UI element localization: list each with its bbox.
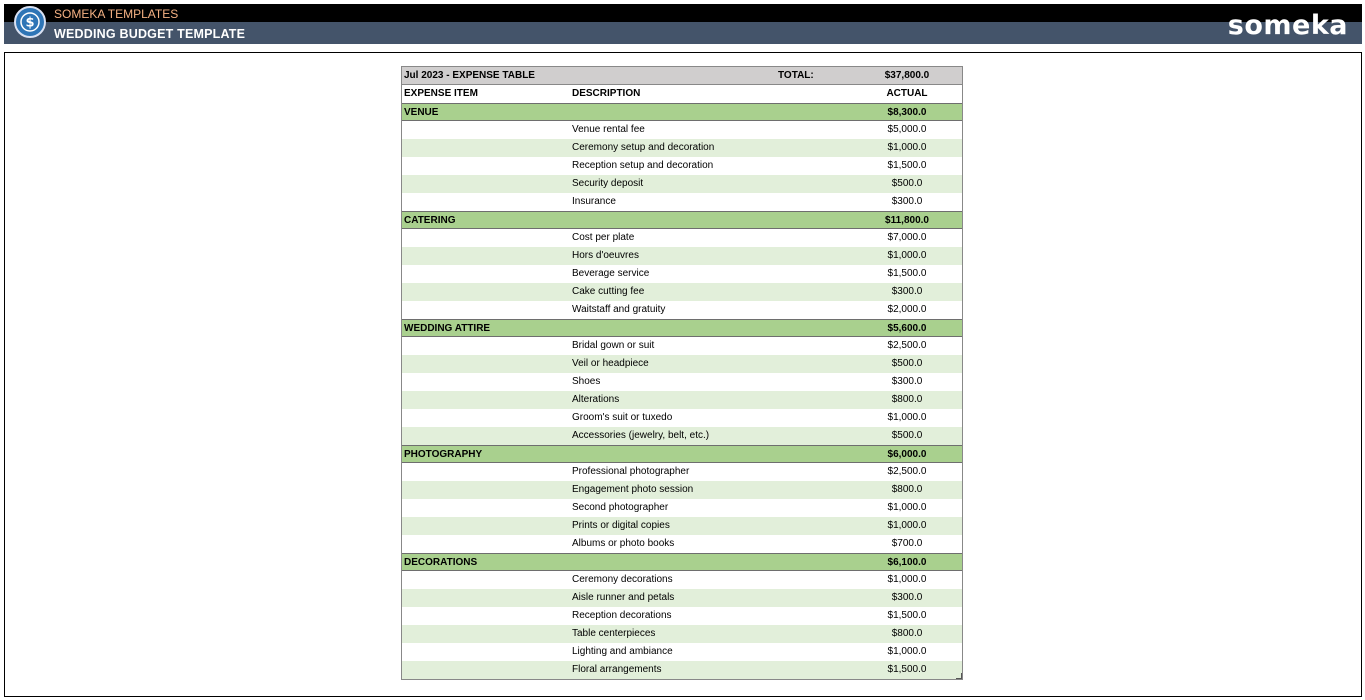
item-description: Engagement photo session [572, 484, 694, 495]
item-description: Albums or photo books [572, 538, 675, 549]
table-row[interactable] [402, 355, 962, 373]
table-row[interactable] [402, 481, 962, 499]
svg-text:$: $ [25, 15, 35, 31]
item-description: Insurance [572, 196, 616, 207]
item-description: Bridal gown or suit [572, 340, 655, 351]
item-description: Beverage service [572, 268, 650, 279]
category-row[interactable] [402, 445, 962, 463]
item-actual: $1,000.0 [887, 250, 927, 261]
total-label: TOTAL: [778, 70, 814, 81]
item-description: Reception setup and decoration [572, 160, 714, 171]
app-header [4, 4, 1362, 44]
category-total: $11,800.0 [885, 215, 929, 226]
item-actual: $1,500.0 [887, 610, 927, 621]
item-description: Cake cutting fee [572, 286, 645, 297]
expense-table [401, 66, 963, 680]
category-name: VENUE [404, 107, 439, 118]
brand-label: SOMEKA TEMPLATES [54, 7, 179, 21]
table-row[interactable] [402, 499, 962, 517]
category-total: $6,000.0 [887, 449, 927, 460]
column-header-row [402, 85, 962, 103]
category-name: WEDDING ATTIRE [404, 323, 491, 334]
item-actual: $1,000.0 [887, 502, 927, 513]
table-row[interactable] [402, 175, 962, 193]
item-actual: $2,500.0 [887, 340, 927, 351]
category-row[interactable] [402, 211, 962, 229]
table-row[interactable] [402, 589, 962, 607]
item-actual: $500.0 [891, 178, 923, 189]
table-row[interactable] [402, 535, 962, 553]
category-total: $8,300.0 [887, 107, 927, 118]
item-description: Venue rental fee [572, 124, 645, 135]
total-value: $37,800.0 [884, 70, 930, 81]
table-row[interactable] [402, 517, 962, 535]
column-header-description: DESCRIPTION [572, 88, 641, 99]
table-row[interactable] [402, 337, 962, 355]
category-total: $6,100.0 [887, 557, 927, 568]
item-description: Aisle runner and petals [572, 592, 675, 603]
table-title: Jul 2023 - EXPENSE TABLE [404, 70, 535, 81]
table-row[interactable] [402, 571, 962, 589]
table-row[interactable] [402, 193, 962, 211]
item-description: Alterations [572, 394, 620, 405]
item-description: Ceremony decorations [572, 574, 673, 585]
item-description: Accessories (jewelry, belt, etc.) [572, 430, 710, 441]
category-name: PHOTOGRAPHY [404, 449, 483, 460]
item-actual: $1,500.0 [887, 664, 927, 675]
table-row[interactable] [402, 139, 962, 157]
item-description: Floral arrangements [572, 664, 662, 675]
column-header-expense-item: EXPENSE ITEM [404, 88, 478, 99]
table-row[interactable] [402, 121, 962, 139]
column-header-actual: ACTUAL [886, 88, 928, 99]
item-actual: $1,000.0 [887, 412, 927, 423]
item-actual: $800.0 [891, 628, 923, 639]
table-row[interactable] [402, 661, 962, 679]
item-actual: $800.0 [891, 394, 923, 405]
table-row[interactable] [402, 625, 962, 643]
category-row[interactable] [402, 319, 962, 337]
table-title-row [402, 67, 962, 85]
item-actual: $1,500.0 [887, 268, 927, 279]
table-row[interactable] [402, 607, 962, 625]
item-actual: $800.0 [891, 484, 923, 495]
item-description: Hors d'oeuvres [572, 250, 639, 261]
item-description: Prints or digital copies [572, 520, 670, 531]
item-description: Security deposit [572, 178, 644, 189]
table-row[interactable] [402, 229, 962, 247]
category-row[interactable] [402, 103, 962, 121]
item-description: Shoes [572, 376, 601, 387]
table-row[interactable] [402, 409, 962, 427]
item-actual: $5,000.0 [887, 124, 927, 135]
item-description: Cost per plate [572, 232, 635, 243]
item-actual: $300.0 [891, 376, 923, 387]
table-row[interactable] [402, 427, 962, 445]
item-actual: $700.0 [891, 538, 923, 549]
table-row[interactable] [402, 301, 962, 319]
table-row[interactable] [402, 283, 962, 301]
item-description: Groom's suit or tuxedo [572, 412, 673, 423]
category-name: DECORATIONS [404, 557, 478, 568]
item-description: Professional photographer [572, 466, 690, 477]
category-total: $5,600.0 [887, 323, 927, 334]
item-actual: $1,000.0 [887, 574, 927, 585]
item-description: Waitstaff and gratuity [572, 304, 666, 315]
someka-logo: someka [1227, 10, 1348, 41]
item-description: Second photographer [572, 502, 669, 513]
item-actual: $1,000.0 [887, 142, 927, 153]
table-row[interactable] [402, 157, 962, 175]
item-actual: $2,500.0 [887, 466, 927, 477]
dollar-icon [14, 6, 46, 38]
category-row[interactable] [402, 553, 962, 571]
category-name: CATERING [404, 215, 456, 226]
table-row[interactable] [402, 373, 962, 391]
table-row[interactable] [402, 265, 962, 283]
item-description: Veil or headpiece [572, 358, 649, 369]
resize-handle[interactable] [956, 673, 962, 679]
item-actual: $300.0 [891, 286, 923, 297]
table-row[interactable] [402, 643, 962, 661]
item-actual: $7,000.0 [887, 232, 927, 243]
item-description: Ceremony setup and decoration [572, 142, 715, 153]
table-row[interactable] [402, 391, 962, 409]
item-description: Reception decorations [572, 610, 672, 621]
item-actual: $500.0 [891, 358, 923, 369]
item-actual: $300.0 [891, 592, 923, 603]
item-actual: $2,000.0 [887, 304, 927, 315]
page-title: WEDDING BUDGET TEMPLATE [54, 27, 246, 41]
item-actual: $500.0 [891, 430, 923, 441]
item-actual: $1,000.0 [887, 520, 927, 531]
item-actual: $1,000.0 [887, 646, 927, 657]
item-actual: $300.0 [891, 196, 923, 207]
table-row[interactable] [402, 463, 962, 481]
table-row[interactable] [402, 247, 962, 265]
item-description: Table centerpieces [572, 628, 656, 639]
item-actual: $1,500.0 [887, 160, 927, 171]
item-description: Lighting and ambiance [572, 646, 673, 657]
